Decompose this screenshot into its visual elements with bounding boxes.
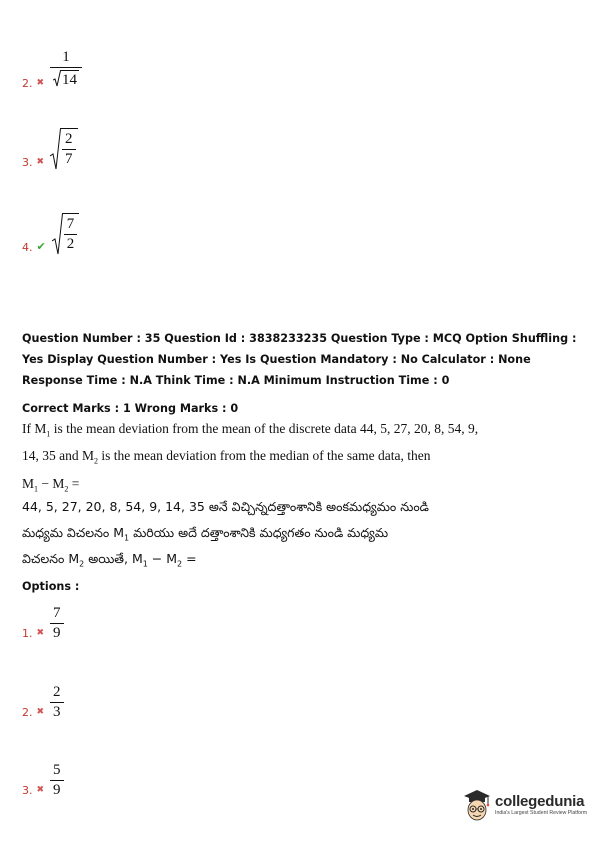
text-segment: మరియు అదే దత్తాంశానికి మధ్యగతం నుండి మధ్యమ [129,525,389,540]
subscript: 1 [142,559,148,569]
fraction-numerator: 7 [53,605,61,621]
text-segment: అయితే, M [84,551,143,566]
question-telugu-line-1: 44, 5, 27, 20, 8, 54, 9, 14, 35 అనే విచ్చిన్నదత్తాంశానికి అంకమధ్యమం నుండి [22,499,429,514]
text-segment: is the mean deviation from the median of the same data, then [98,448,431,463]
wrong-mark-icon: ✖ [36,628,45,638]
option-fraction [50,685,64,720]
text-segment: M [22,476,35,491]
wrong-mark-icon: ✖ [36,785,45,795]
options-label: Options : [22,580,80,593]
option-2[interactable] [22,685,64,720]
text-segment: మధ్యమ విచలనం M [22,525,125,540]
option-number: 3. [22,784,33,797]
question-telugu-line-3 [22,551,197,570]
fraction-denominator [50,67,82,91]
radical-sign-icon [50,128,61,170]
question-english-line-1 [22,421,478,439]
fraction-denominator: 2 [64,234,78,252]
marks-line: Correct Marks : 1 Wrong Marks : 0 [22,402,239,415]
option-fraction [50,606,64,641]
logo-tagline: India's Largest Student Review Platform [495,809,588,816]
subscript: 2 [177,559,183,569]
square-root [50,128,78,170]
text-segment: If M [22,421,47,436]
text-segment: విచలనం M [22,551,80,566]
option-number: 1. [22,627,33,640]
text-segment: is the mean deviation from the mean of the discrete data 44, 5, 27, 20, 8, 54, 9, [50,421,479,436]
option-number: 4. [22,241,33,254]
fraction-numerator: 5 [53,762,61,778]
correct-mark-icon: ✔ [36,240,46,253]
subscript: 1 [46,429,51,439]
text-segment: − M [38,476,65,491]
radicand-fraction [63,213,80,255]
option-3[interactable] [22,763,64,798]
logo-text-block [495,794,587,816]
text-segment: − M [147,551,178,566]
fraction-numerator: 7 [66,216,75,232]
option-number: 3. [22,156,33,169]
text-segment: 14, 35 and M [22,448,94,463]
option-number: 2. [22,77,33,90]
fraction-numerator: 1 [62,49,70,65]
radicand-fraction [61,128,78,170]
question-english-line-2 [22,448,431,466]
option-1[interactable] [22,606,64,641]
fraction-denominator: 7 [62,149,76,167]
fraction-denominator: 9 [50,623,64,641]
option-number: 2. [22,706,33,719]
wrong-mark-icon: ✖ [36,707,45,717]
option-2-prev[interactable] [22,50,82,91]
option-3-prev[interactable] [22,128,78,170]
option-4-prev[interactable] [22,213,79,255]
subscript: 2 [94,456,98,466]
radicand: 14 [62,72,78,88]
wrong-mark-icon: ✖ [36,78,45,88]
radical-sign-icon [53,70,61,87]
fraction-denominator: 9 [50,780,64,798]
subscript: 1 [34,484,39,494]
wrong-mark-icon: ✖ [36,157,45,167]
question-english-line-3 [22,476,79,494]
text-segment: = [182,551,197,566]
question-telugu-line-2 [22,525,388,544]
square-root [52,213,80,255]
graduate-face-icon [462,788,492,822]
subscript: 1 [124,533,130,543]
option-fraction [50,50,82,91]
fraction-numerator: 2 [65,131,73,147]
text-segment: = [68,476,80,491]
collegedunia-logo [462,788,587,822]
radical-sign-icon [52,213,63,255]
square-root [53,70,79,88]
fraction-numerator: 2 [53,684,61,700]
option-fraction [50,763,64,798]
subscript: 2 [79,559,85,569]
subscript: 2 [64,484,69,494]
fraction-denominator: 3 [50,702,64,720]
question-meta: Question Number : 35 Question Id : 3838233235 Question Type : MCQ Option Shuffling : Yes Display Question Number : Yes Is Question Mandatory : No Calculator : None Response Time : N.A Think Time : N.A Minimum Instruction Time : 0 [22,332,577,387]
logo-name: collegedunia [495,792,585,810]
